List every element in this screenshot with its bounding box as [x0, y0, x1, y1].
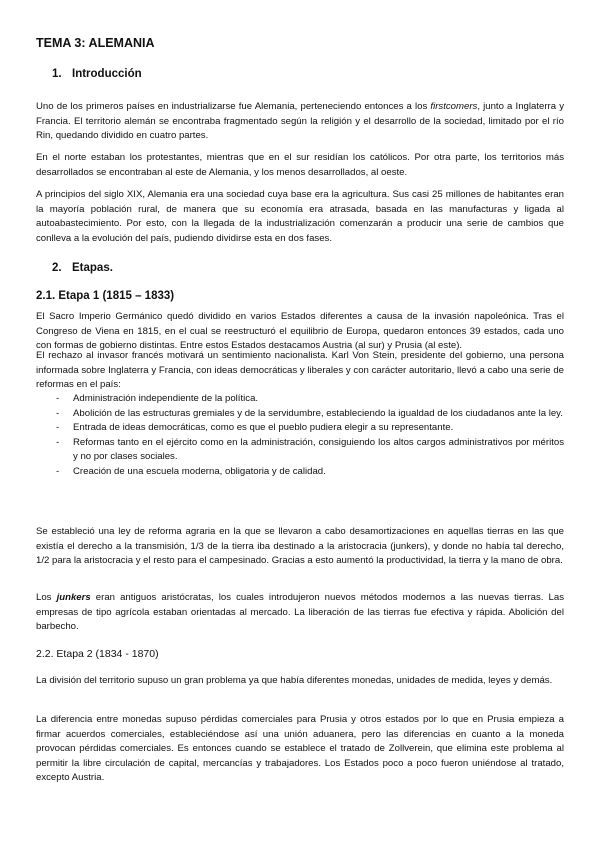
- list-item-text: Reformas tanto en el ejército como en la administración, consiguiendo los altos cargos administrativos por méritos y no por clases sociales.: [73, 436, 564, 463]
- list-item: [56, 465, 564, 480]
- section-title: Introducción: [72, 68, 142, 80]
- paragraph-2: En el norte estaban los protestantes, mientras que en el sur residían los católicos. Por otra parte, los territorios más desarrollados se encontraban al este de Alemania, y los menos desarrollados, al oeste.: [36, 152, 564, 178]
- emphasis-text: firstcomers: [430, 101, 478, 112]
- subsection-heading-etapa-2: 2.2. Etapa 2 (1834 - 1870): [36, 648, 159, 660]
- paragraph-6: Se estableció una ley de reforma agraria en la que se llevaron a cabo desamortizaciones en aquellas tierras en las que existía el derecho a la transmisión, 1/3 de la tierra iba destinado a la aristocracia (junkers), y donde no había tal derecho, 1/2 para la aristocracia y el resto para el campesinado. Gracias a esto aumentó la productividad, la tierra y la mano de obra.: [36, 526, 564, 567]
- list-item-text: Entrada de ideas democráticas, como es que el pueblo pudiera elegir a su representante.: [73, 422, 454, 434]
- paragraph-text: Uno de los primeros países en industrializarse fue Alemania, perteneciendo entonces a los: [36, 101, 431, 112]
- list-item: [56, 436, 564, 465]
- section-title: Etapas.: [72, 262, 113, 274]
- bullet-marker: -: [56, 407, 60, 419]
- list-item-text: Abolición de las estructuras gremiales y de la servidumbre, estableciendo la igualdad de los ciudadanos ante la ley.: [73, 407, 563, 419]
- list-item-text: Creación de una escuela moderna, obligatoria y de calidad.: [73, 465, 326, 477]
- paragraph-9: La diferencia entre monedas supuso pérdidas comerciales para Prusia y otros estados por lo que en Prusia empieza a firmar acuerdos comerciales, estableciéndose así una unión aduanera, pero las diferencias en cuanto a la moneda provocan pérdidas comerciales. Es entonces cuando se establece el tratado de Zollverein, que elimina este problema al permitir la libre circulación de capital, mercancías y trabajadores. Los Estados poco a poco fueron uniéndose al tratado, excepto Austria.: [36, 714, 564, 784]
- bullet-marker: -: [56, 465, 60, 477]
- list-item-text: Administración independiente de la política.: [73, 393, 259, 404]
- paragraph-text: eran antiguos aristócratas, los cuales introdujeron nuevos métodos modernos a las nuevas tierras. Las empresas de tipo agrícola estaban orientadas al mercado. La liberación de las tierras fue efectiva y rápida. Abolición del barbecho.: [36, 592, 565, 633]
- list-item: [56, 392, 564, 407]
- paragraph-text: , junto a Inglaterra y Francia. El territorio alemán se encontraba fragmentado según la religión y el desarrollo de la sociedad, limitado por el río Rin, quedando dividido en cuatro partes.: [36, 101, 564, 142]
- reform-list: [56, 392, 564, 480]
- bullet-marker: -: [56, 436, 60, 448]
- paragraph-text: Los: [36, 592, 57, 603]
- paragraph-3: A principios del siglo XIX, Alemania era una sociedad cuya base era la agricultura. Sus casi 25 millones de habitantes eran la mayoría población rural, de manera que su economía era atrasada, basada en las manufacturas y ligada al autoabastecimiento. Por esto, con la llegada de la industrialización comenzarán a producir una serie de cambios que conlleva a la evolución del país, pudiendo dividirse esta en dos fases.: [36, 189, 564, 244]
- section-number: 1.: [52, 68, 62, 80]
- bullet-marker: -: [56, 422, 60, 434]
- paragraph-5: El rechazo al invasor francés motivará un sentimiento nacionalista. Karl Von Stein, presidente del gobierno, una persona informada sobre Inglaterra y Francia, con ideas democráticas y liberales y con carácter autoritario, llevó a cabo una serie de reformas en el país:: [36, 350, 564, 391]
- paragraph-4: El Sacro Imperio Germánico quedó dividido en varios Estados diferentes a causa de la invasión napoleónica. Tras el Congreso de Viena en 1815, en el cual se reestructuró el equilibrio de Europa, quedaron entonces 39 estados, cada uno con formas de gobierno distintas. Entre estos Estados destacamos Austria (al sur) y Prusia (al este).: [36, 311, 564, 352]
- paragraph-7: [36, 591, 564, 635]
- section-heading-introduccion: [52, 68, 142, 80]
- page-title: TEMA 3: ALEMANIA: [36, 36, 155, 50]
- list-item: [56, 407, 564, 422]
- emphasis-text: junkers: [56, 592, 91, 603]
- bullet-marker: -: [56, 393, 60, 404]
- paragraph-1: [36, 100, 564, 144]
- paragraph-8: La división del territorio supuso un gran problema ya que había diferentes monedas, unidades de medida, leyes y demás.: [36, 675, 553, 686]
- subsection-heading-etapa-1: 2.1. Etapa 1 (1815 – 1833): [36, 290, 175, 302]
- list-item: [56, 421, 564, 436]
- section-number: 2.: [52, 262, 62, 274]
- section-heading-etapas: [52, 262, 113, 274]
